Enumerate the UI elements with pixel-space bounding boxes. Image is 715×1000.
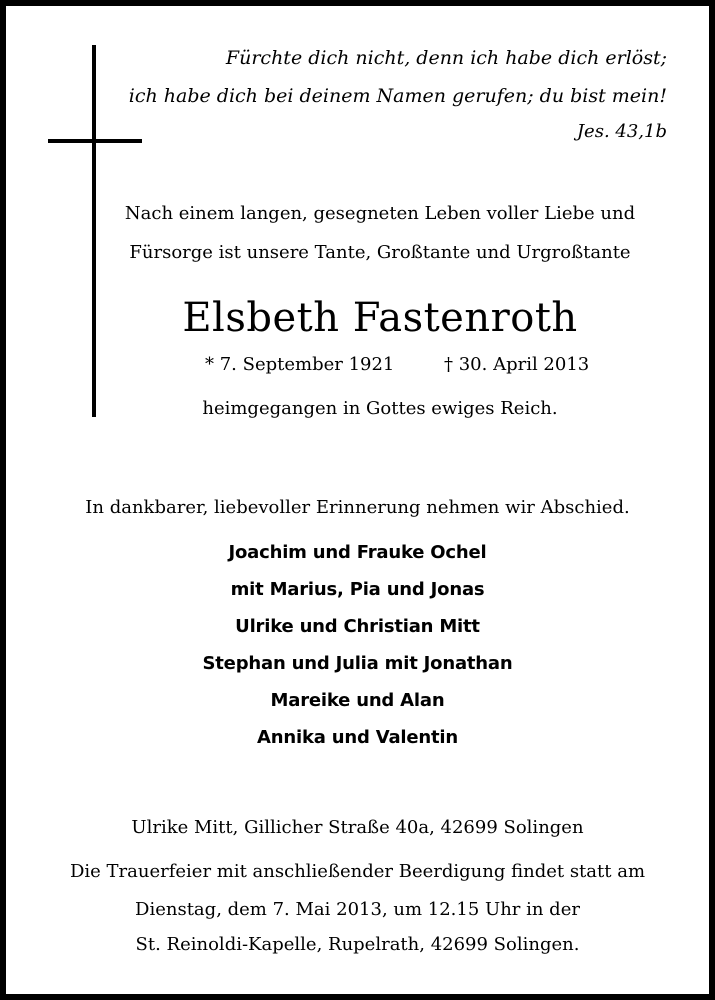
contact-address: Ulrike Mitt, Gillicher Straße 40a, 42699 Solingen <box>131 817 584 838</box>
mourner-line: Mareike und Alan <box>270 690 445 711</box>
cross-icon-bar <box>48 139 142 143</box>
passing-text: heimgegangen in Gottes ewiges Reich. <box>202 398 558 419</box>
service-line-1: Die Trauerfeier mit anschließender Beerdigung findet statt am <box>69 861 646 882</box>
service-line-2: Dienstag, dem 7. Mai 2013, um 12.15 Uhr in der <box>135 899 580 920</box>
service-line-3: St. Reinoldi-Kapelle, Rupelrath, 42699 Solingen. <box>135 934 580 955</box>
mourner-line: Joachim und Frauke Ochel <box>228 542 487 563</box>
farewell-text: In dankbarer, liebevoller Erinnerung nehmen wir Abschied. <box>85 497 630 518</box>
birth-date: * 7. September 1921 <box>205 354 395 375</box>
verse-line-2: ich habe dich bei deinem Namen gerufen; du bist mein! <box>128 85 667 107</box>
mourner-line: Annika und Valentin <box>257 727 458 748</box>
intro-line-1: Nach einem langen, gesegneten Leben voller Liebe und <box>124 203 636 224</box>
mourner-line: Stephan und Julia mit Jonathan <box>202 653 513 674</box>
mourner-line: mit Marius, Pia und Jonas <box>230 579 485 600</box>
verse-line-1: Fürchte dich nicht, denn ich habe dich erlöst; <box>225 47 667 69</box>
cross-icon <box>92 45 96 417</box>
death-date: † 30. April 2013 <box>444 354 590 375</box>
intro-line-2: Fürsorge ist unsere Tante, Großtante und Urgroßtante <box>129 242 631 263</box>
deceased-name: Elsbeth Fastenroth <box>182 295 578 341</box>
mourner-line: Ulrike und Christian Mitt <box>235 616 480 637</box>
verse-reference: Jes. 43,1b <box>576 121 667 142</box>
